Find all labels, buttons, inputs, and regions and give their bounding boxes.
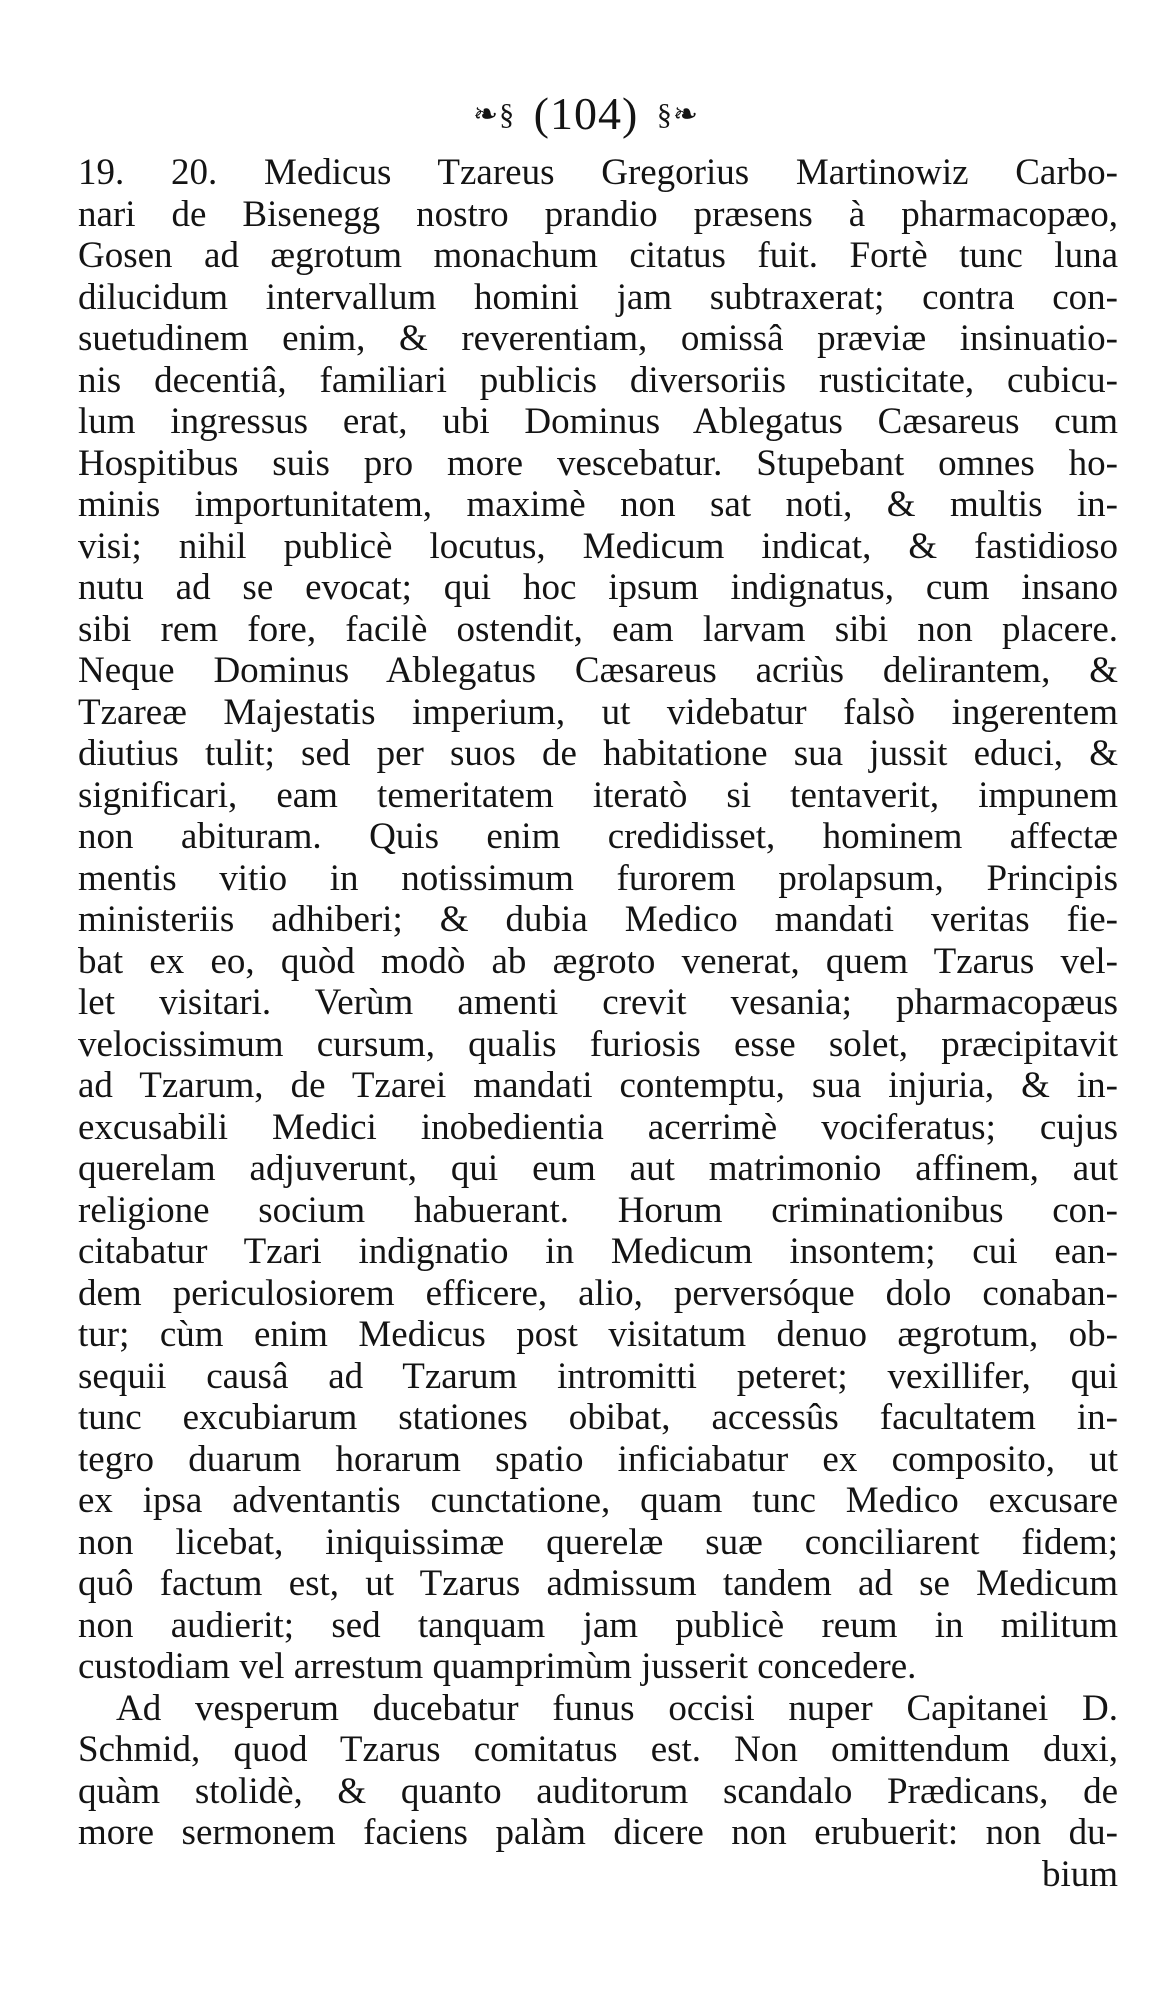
text-line: Schmid, quod Tzarus comitatus est. Non omittendum duxi,: [78, 1729, 1118, 1770]
text-line: sequii causâ ad Tzarum intromitti peteret; vexillifer, qui: [78, 1355, 1118, 1397]
text-line: excusabili Medici inobedientia acerrimè vociferatus; cujus: [78, 1106, 1118, 1148]
text-line: quàm stolidè, & quanto auditorum scandalo Prædicans, de: [78, 1770, 1118, 1812]
ornament-right-icon: §❧: [656, 98, 699, 132]
text-line: visi; nihil publicè locutus, Medicum indicat, & fastidioso: [78, 525, 1118, 567]
text-line: non abituram. Quis enim credidisset, hominem affectæ: [78, 816, 1118, 857]
page-number: (104): [533, 88, 639, 139]
text-line: Tzareæ Majestatis imperium, ut videbatur falsò ingerentem: [78, 691, 1118, 733]
text-line: lum ingressus erat, ubi Dominus Ablegatus Cæsareus cum: [78, 401, 1118, 442]
text-line: ministeriis adhiberi; & dubia Medico mandati veritas fie-: [78, 899, 1118, 940]
text-line: bat ex eo, quòd modò ab ægroto venerat, quem Tzarus vel-: [78, 940, 1118, 982]
text-line: diutius tulit; sed per suos de habitatione sua jussit educi, &: [78, 733, 1118, 774]
paragraph-1: [78, 152, 1118, 1688]
running-head: [0, 86, 1172, 146]
text-line: ex ipsa adventantis cunctatione, quam tunc Medico excusare: [78, 1480, 1118, 1521]
text-line: custodiam vel arrestum quamprimùm jusserit concedere.: [78, 1646, 917, 1687]
text-line: significari, eam temeritatem iteratò si tentaverit, impunem: [78, 774, 1118, 816]
text-line: velocissimum cursum, qualis furiosis esse solet, præcipitavit: [78, 1023, 1118, 1065]
text-line: 19. 20. Medicus Tzareus Gregorius Martinowiz Carbo-: [78, 152, 1118, 193]
text-line: ad Tzarum, de Tzarei mandati contemptu, sua injuria, & in-: [78, 1065, 1118, 1106]
text-line: tegro duarum horarum spatio inficiabatur ex composito, ut: [78, 1438, 1118, 1480]
text-line: nis decentiâ, familiari publicis diversoriis rusticitate, cubicu-: [78, 359, 1118, 401]
text-line: tur; cùm enim Medicus post visitatum denuo ægrotum, ob-: [78, 1314, 1118, 1355]
text-line: mentis vitio in notissimum furorem prolapsum, Principis: [78, 857, 1118, 899]
text-line: Gosen ad ægrotum monachum citatus fuit. Fortè tunc luna: [78, 235, 1118, 276]
body-text: [78, 152, 1118, 1895]
ornament-left-icon: ❧§: [473, 98, 516, 132]
text-line: non licebat, iniquissimæ querelæ suæ conciliarent fidem;: [78, 1521, 1118, 1563]
text-line: querelam adjuverunt, qui eum aut matrimonio affinem, aut: [78, 1148, 1118, 1189]
text-line: Hospitibus suis pro more vescebatur. Stupebant omnes ho-: [78, 442, 1118, 484]
catchword: bium: [1041, 1853, 1118, 1895]
text-line: quô factum est, ut Tzarus admissum tandem ad se Medicum: [78, 1563, 1118, 1604]
text-line: sibi rem fore, facilè ostendit, eam larvam sibi non placere.: [78, 608, 1118, 650]
text-line: more sermonem faciens palàm dicere non erubuerit: non du-: [78, 1812, 1118, 1853]
text-line: Ad vesperum ducebatur funus occisi nuper Capitanei D.: [116, 1687, 1118, 1729]
text-line: dem periculosiorem efficere, alio, perversóque dolo conaban-: [78, 1272, 1118, 1314]
text-line: Neque Dominus Ablegatus Cæsareus acriùs delirantem, &: [78, 650, 1118, 691]
text-line: suetudinem enim, & reverentiam, omissâ præviæ insinuatio-: [78, 318, 1118, 359]
text-line: minis importunitatem, maximè non sat noti, & multis in-: [78, 484, 1118, 525]
text-line: nari de Bisenegg nostro prandio præsens à pharmacopæo,: [78, 193, 1118, 235]
paragraph-2: [78, 1688, 1118, 1854]
text-line: dilucidum intervallum homini jam subtraxerat; contra con-: [78, 276, 1118, 318]
text-line: citabatur Tzari indignatio in Medicum insontem; cui ean-: [78, 1231, 1118, 1272]
text-line: let visitari. Verùm amenti crevit vesania; pharmacopæus: [78, 982, 1118, 1023]
text-line: non audierit; sed tanquam jam publicè reum in militum: [78, 1604, 1118, 1646]
text-line: tunc excubiarum stationes obibat, accessûs facultatem in-: [78, 1397, 1118, 1438]
text-line: religione socium habuerant. Horum criminationibus con-: [78, 1189, 1118, 1231]
text-line: nutu ad se evocat; qui hoc ipsum indignatus, cum insano: [78, 567, 1118, 608]
